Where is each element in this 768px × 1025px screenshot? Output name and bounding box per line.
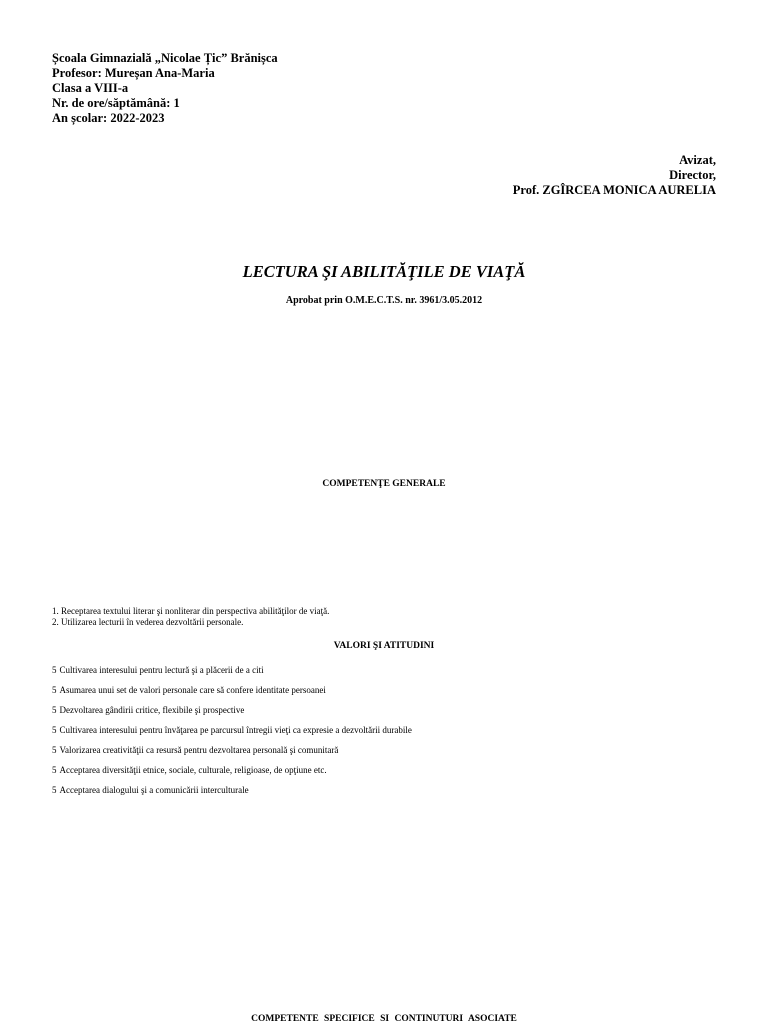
bullet-glyph: 5 bbox=[52, 685, 57, 695]
list-item bbox=[52, 785, 412, 805]
approval-avizat: Avizat, bbox=[679, 153, 716, 167]
list-item-text: Dezvoltarea gândirii critice, flexibile şi prospective bbox=[59, 705, 245, 715]
school-year: An școlar: 2022-2023 bbox=[52, 111, 165, 125]
list-item-text: Acceptarea diversităţii etnice, sociale, culturale, religioase, de opţiune etc. bbox=[59, 765, 327, 775]
list-item bbox=[52, 705, 412, 725]
list-item: 2. Utilizarea lecturii în vederea dezvoltării personale. bbox=[52, 617, 244, 627]
hours-per-week: Nr. de ore/săptămână: 1 bbox=[52, 96, 180, 110]
competente-specifice-heading: COMPETENTE SPECIFICE SI CONTINUTURI ASOCIATE bbox=[251, 1014, 517, 1024]
list-item bbox=[52, 765, 412, 785]
list-item bbox=[52, 745, 412, 765]
approval-name: Prof. ZGÎRCEA MONICA AURELIA bbox=[512, 183, 716, 197]
teacher-name: Profesor: Mureșan Ana-Maria bbox=[52, 66, 215, 80]
document-subtitle: Aprobat prin O.M.E.C.T.S. nr. 3961/3.05.2012 bbox=[285, 295, 483, 306]
competente-generale-heading: COMPETENŢE GENERALE bbox=[322, 479, 446, 489]
document-title: LECTURA ŞI ABILITĂŢILE DE VIAŢĂ bbox=[242, 262, 526, 281]
bullet-glyph: 5 bbox=[52, 665, 57, 675]
list-item-text: Asumarea unui set de valori personale care să confere identitate persoanei bbox=[59, 685, 326, 695]
competente-generale-list bbox=[52, 606, 329, 628]
list-item-text: Cultivarea interesului pentru învăţarea pe parcursul întregii vieţi ca expresie a dezvoltării durabile bbox=[59, 725, 412, 735]
list-item bbox=[52, 725, 412, 745]
bullet-glyph: 5 bbox=[52, 785, 57, 795]
school-name: Școala Gimnazială „Nicolae Țic” Brănișca bbox=[52, 51, 278, 65]
bullet-glyph: 5 bbox=[52, 725, 57, 735]
approval-director: Director, bbox=[669, 168, 716, 182]
approval-block bbox=[513, 153, 716, 198]
bullet-glyph: 5 bbox=[52, 765, 57, 775]
school-info bbox=[52, 51, 278, 126]
bullet-glyph: 5 bbox=[52, 745, 57, 755]
valori-heading: VALORI ŞI ATITUDINI bbox=[333, 641, 435, 651]
valori-list bbox=[52, 665, 412, 805]
list-item bbox=[52, 665, 412, 685]
bullet-glyph: 5 bbox=[52, 705, 57, 715]
class-label: Clasa a VIII-a bbox=[52, 81, 129, 95]
list-item-text: Acceptarea dialogului şi a comunicării interculturale bbox=[59, 785, 249, 795]
list-item: 1. Receptarea textului literar şi nonliterar din perspectiva abilităţilor de viaţă. bbox=[52, 606, 330, 616]
list-item-text: Cultivarea interesului pentru lectură şi a plăcerii de a citi bbox=[59, 665, 264, 675]
list-item-text: Valorizarea creativităţii ca resursă pentru dezvoltarea personală şi comunitară bbox=[59, 745, 339, 755]
list-item bbox=[52, 685, 412, 705]
